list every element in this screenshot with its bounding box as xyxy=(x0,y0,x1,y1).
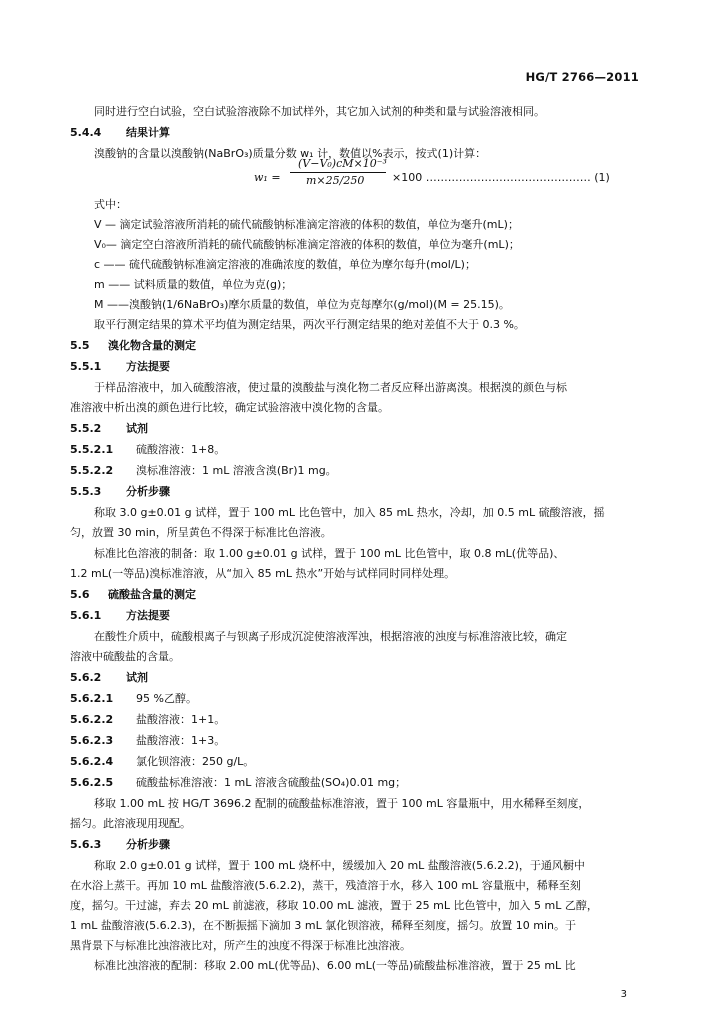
paragraph-line: 准溶液中析出溴的颜色进行比较，确定试验溶液中溴化物的含量。 xyxy=(70,401,389,414)
item-text: 盐酸溶液：1+3。 xyxy=(136,734,226,747)
reagent-item xyxy=(70,735,225,746)
section-title: 分析步骤 xyxy=(126,485,170,498)
item-number: 5.6.2.2 xyxy=(70,713,114,726)
paragraph-line: 取平行测定结果的算术平均值为测定结果，两次平行测定结果的绝对差值不大于 0.3 %。 xyxy=(94,318,525,331)
reagent-item xyxy=(70,777,406,788)
section-heading-5-5-2 xyxy=(70,423,148,434)
reagent-item xyxy=(70,444,225,455)
item-number: 5.5.2.2 xyxy=(70,464,114,477)
paragraph-line: 溶液中硫酸盐的含量。 xyxy=(70,650,180,663)
section-title: 试剂 xyxy=(126,422,148,435)
section-number: 5.6 xyxy=(70,588,90,601)
paragraph-line: 于样品溶液中，加入硫酸溶液，使过量的溴酸盐与溴化物二者反应释出游离溴。根据溴的颜色与标 xyxy=(94,381,567,394)
item-text: 硫酸溶液：1+8。 xyxy=(136,443,226,456)
fraction-bar xyxy=(290,172,386,173)
section-number: 5.6.2 xyxy=(70,671,102,684)
item-text: 硫酸盐标准溶液：1 mL 溶液含硫酸盐(SO₄)0.01 mg； xyxy=(136,776,407,789)
paragraph-line: 同时进行空白试验，空白试验溶液除不加试样外，其它加入试剂的种类和量与试验溶液相同。 xyxy=(94,105,545,118)
formula-lhs: w₁ = xyxy=(254,171,281,184)
paragraph-line: 在水浴上蒸干。再加 10 mL 盐酸溶液(5.6.2.2)，蒸干，残渣溶于水，移入 100 mL 容量瓶中，稀释至刻 xyxy=(70,879,581,892)
section-title: 方法提要 xyxy=(126,360,170,373)
item-text: 溴标准溶液：1 mL 溶液含溴(Br)1 mg。 xyxy=(136,464,337,477)
paragraph-line: 标准比色溶液的制备：取 1.00 g±0.01 g 试样，置于 100 mL 比色管中，取 0.8 mL(优等品)、 xyxy=(94,547,565,560)
section-number: 5.5 xyxy=(70,339,90,352)
reagent-item xyxy=(70,465,337,476)
section-title: 硫酸盐含量的测定 xyxy=(108,588,196,601)
item-number: 5.5.2.1 xyxy=(70,443,114,456)
section-number: 5.4.4 xyxy=(70,126,102,139)
section-heading-5-5 xyxy=(70,340,196,351)
item-text: 95 %乙醇。 xyxy=(136,692,197,705)
section-heading-5-6-3 xyxy=(70,839,170,850)
standard-header: HG/T 2766—2011 xyxy=(525,70,639,84)
page-number: 3 xyxy=(620,989,627,1000)
formula-numerator: (V−V₀)cM×10⁻³ xyxy=(298,157,387,170)
section-heading-5-6-2 xyxy=(70,672,148,683)
section-title: 方法提要 xyxy=(126,609,170,622)
section-heading-5-5-3 xyxy=(70,486,170,497)
section-number: 5.5.2 xyxy=(70,422,102,435)
definition-line: V — 滴定试验溶液所消耗的硫代硫酸钠标准滴定溶液的体积的数值，单位为毫升(mL)； xyxy=(94,218,519,231)
section-heading-5-6 xyxy=(70,589,196,600)
section-title: 试剂 xyxy=(126,671,148,684)
formula-denominator: m×25/250 xyxy=(306,174,365,187)
paragraph-line: 溴酸钠的含量以溴酸钠(NaBrO₃)质量分数 w₁ 计，数值以%表示，按式(1)计算： xyxy=(94,147,487,160)
definition-line: V₀— 滴定空白溶液所消耗的硫代硫酸钠标准滴定溶液的体积的数值，单位为毫升(mL)； xyxy=(94,238,520,251)
paragraph-line: 称取 3.0 g±0.01 g 试样，置于 100 mL 比色管中，加入 85 mL 热水，冷却，加 0.5 mL 硫酸溶液，摇 xyxy=(94,506,605,519)
paragraph-line: 在酸性介质中，硫酸根离子与钡离子形成沉淀使溶液浑浊，根据溶液的浊度与标准溶液比较，确定 xyxy=(94,630,567,643)
paragraph-line: 摇匀。此溶液现用现配。 xyxy=(70,817,191,830)
reagent-item xyxy=(70,693,197,704)
section-heading-5-6-1 xyxy=(70,610,170,621)
paragraph-line: 标准比浊溶液的配制：移取 2.00 mL(优等品)、6.00 mL(一等品)硫酸盐标准溶液，置于 25 mL 比 xyxy=(94,959,576,972)
definition-line: c —— 硫代硫酸钠标准滴定溶液的准确浓度的数值，单位为摩尔每升(mol/L)； xyxy=(94,258,476,271)
paragraph-line: 匀，放置 30 min，所呈黄色不得深于标准比色溶液。 xyxy=(70,526,332,539)
definition-line: m —— 试料质量的数值，单位为克(g)； xyxy=(94,278,293,291)
item-text: 氯化钡溶液：250 g/L。 xyxy=(136,755,255,768)
item-text: 盐酸溶液：1+1。 xyxy=(136,713,226,726)
reagent-item xyxy=(70,714,225,725)
section-number: 5.6.3 xyxy=(70,838,102,851)
item-number: 5.6.2.3 xyxy=(70,734,114,747)
item-number: 5.6.2.4 xyxy=(70,755,114,768)
paragraph-line: 1 mL 盐酸溶液(5.6.2.3)，在不断振摇下滴加 3 mL 氯化钡溶液，稀释至刻度，摇匀。放置 10 min。于 xyxy=(70,919,576,932)
paragraph-line: 移取 1.00 mL 按 HG/T 3696.2 配制的硫酸盐标准溶液，置于 100 mL 容量瓶中，用水稀释至刻度， xyxy=(94,797,590,810)
paragraph-line: 1.2 mL(一等品)溴标准溶液，从“加入 85 mL 热水”开始与试样同时同样处理。 xyxy=(70,567,456,580)
paragraph-line: 度，摇匀。干过滤，弃去 20 mL 前滤液，移取 10.00 mL 滤液，置于 25 mL 比色管中，加入 5 mL 乙醇， xyxy=(70,899,598,912)
section-number: 5.5.1 xyxy=(70,360,102,373)
where-label: 式中： xyxy=(94,198,127,211)
section-title: 溴化物含量的测定 xyxy=(108,339,196,352)
formula-rhs: ×100 ……………………………………… (1) xyxy=(392,171,610,184)
paragraph-line: 黑背景下与标准比浊溶液比对，所产生的浊度不得深于标准比浊溶液。 xyxy=(70,939,411,952)
section-number: 5.5.3 xyxy=(70,485,102,498)
reagent-item xyxy=(70,756,254,767)
paragraph-line: 称取 2.0 g±0.01 g 试样，置于 100 mL 烧杯中，缓缓加入 20 mL 盐酸溶液(5.6.2.2)，于通风橱中 xyxy=(94,859,585,872)
section-title: 分析步骤 xyxy=(126,838,170,851)
definition-line: M ——溴酸钠(1/6NaBrO₃)摩尔质量的数值，单位为克每摩尔(g/mol)(M = 25.15)。 xyxy=(94,298,510,311)
section-title: 结果计算 xyxy=(126,126,170,139)
item-number: 5.6.2.5 xyxy=(70,776,114,789)
section-number: 5.6.1 xyxy=(70,609,102,622)
section-heading-5-5-1 xyxy=(70,361,170,372)
item-number: 5.6.2.1 xyxy=(70,692,114,705)
section-heading-5-4-4 xyxy=(70,127,170,138)
